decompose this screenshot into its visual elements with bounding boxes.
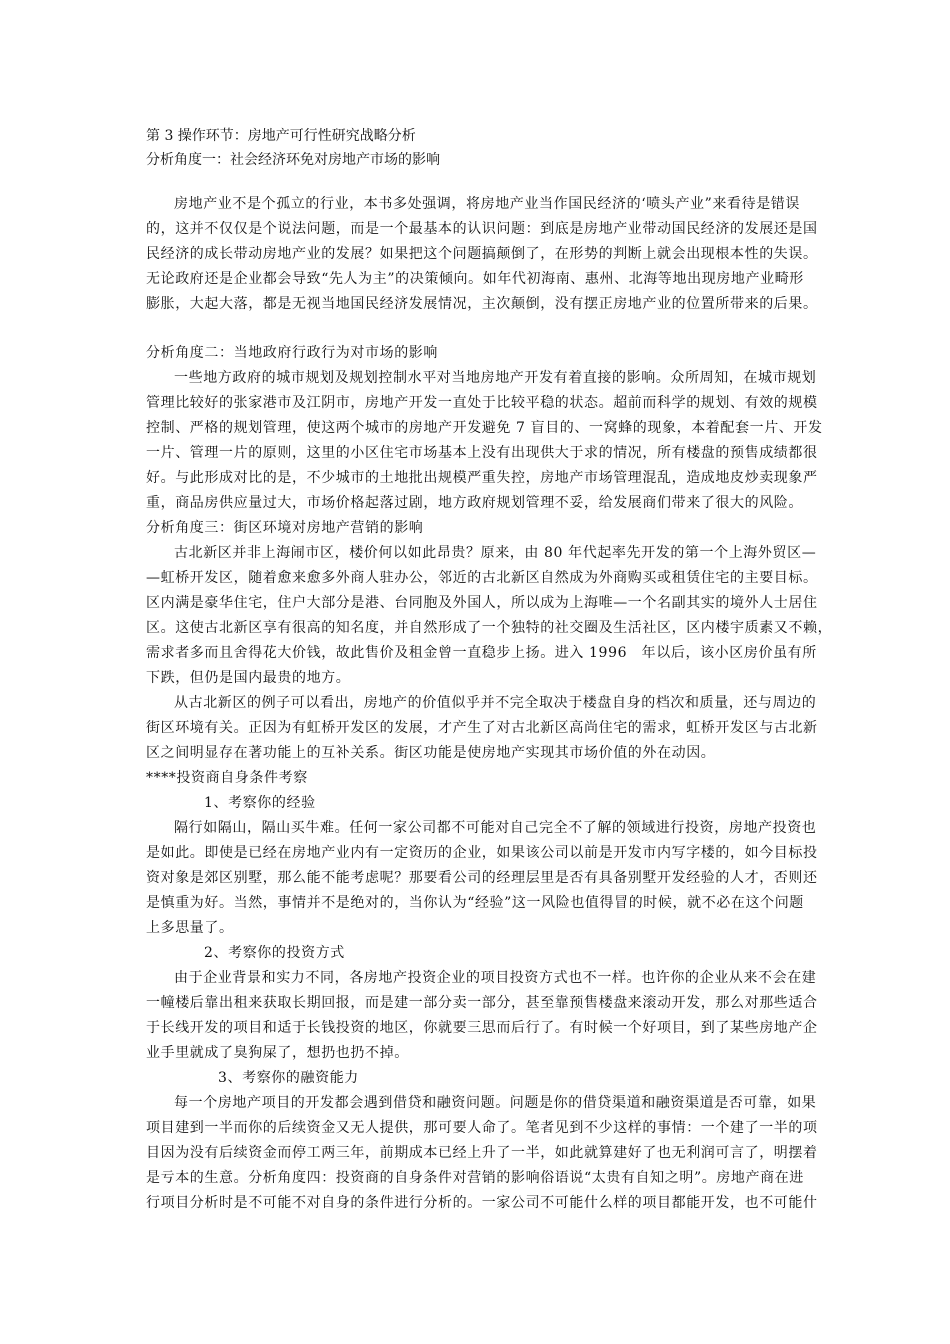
paragraph-line: 控制、严格的规划管理，使这两个城市的房地产开发避免 7 盲目的、一窝蜂的现象，本着配套一片、开发 bbox=[146, 420, 823, 436]
investor-item-title: 2、考察你的投资方式 bbox=[204, 945, 345, 961]
investor-section-title: ****投资商自身条件考察 bbox=[146, 770, 308, 786]
angle2-title: 分析角度二：当地政府行政行为对市场的影响 bbox=[146, 345, 438, 361]
paragraph-line: 每一个房地产项目的开发都会遇到借贷和融资问题。问题是你的借贷渠道和融资渠道是否可靠，如果 bbox=[174, 1095, 817, 1111]
paragraph-line: 无论政府还是企业都会导致“先人为主”的决策倾向。如年代初海南、惠州、北海等地出现房地产业畸形 bbox=[146, 271, 804, 287]
angle3-paragraph-1 bbox=[146, 541, 833, 691]
paragraph-line: 管理比较好的张家港市及江阴市，房地产开发一直处于比较平稳的状态。超前而科学的规划、有效的规模 bbox=[146, 395, 818, 411]
investor-item-2-paragraph bbox=[146, 966, 818, 1066]
angle1-title: 分析角度一：社会经济环免对房地产市场的影响 bbox=[146, 152, 440, 168]
investor-item-1-paragraph bbox=[146, 816, 818, 941]
paragraph-line: 的，这并不仅仅是个说法问题，而是一个最基本的认识问题：到底是房地产业带动国民经济的发展还是国 bbox=[146, 221, 818, 237]
paragraph-line: 上多思量了。 bbox=[146, 920, 234, 936]
paragraph-line: 下跌，但仍是国内最贵的地方。 bbox=[146, 670, 351, 686]
paragraph-line: 区内满是豪华住宅，住户大部分是港、台同胞及外国人，所以成为上海唯—一个名副其实的境外人士居住 bbox=[146, 595, 818, 611]
paragraph-line: 一片、管理一片的原则，这里的小区住宅市场基本上没有出现供大于求的情况，所有楼盘的预售成绩都很 bbox=[146, 445, 818, 461]
angle1-paragraph bbox=[146, 192, 818, 317]
paragraph-line: 从古北新区的例子可以看出，房地产的价值似乎并不完全取决于楼盘自身的档次和质量，还与周边的 bbox=[174, 695, 817, 711]
angle2-paragraph bbox=[146, 366, 823, 516]
paragraph-line: 业手里就成了臭狗屎了，想扔也扔不掉。 bbox=[146, 1045, 409, 1061]
paragraph-line: 区之间明显存在著功能上的互补关系。街区功能是使房地产实现其市场价值的外在动因。 bbox=[146, 745, 716, 761]
paragraph-line: 由于企业背景和实力不同，各房地产投资企业的项目投资方式也不一样。也许你的企业从来不会在建 bbox=[174, 970, 817, 986]
angle3-paragraph-2 bbox=[146, 691, 818, 766]
paragraph-line: 古北新区并非上海闹市区，楼价何以如此昂贵？原来，由 80 年代起率先开发的第一个上海外贸区— bbox=[174, 545, 817, 561]
paragraph-line: 是亏本的生意。分析角度四：投资商的自身条件对营销的影响俗语说“太贵有自知之明”。房地产商在进 bbox=[146, 1170, 804, 1186]
paragraph-line: 一幢楼后靠出租来获取长期回报，而是建一部分卖一部分，甚至靠预售楼盘来滚动开发，那么对那些适合 bbox=[146, 995, 818, 1011]
paragraph-line: 区。这使古北新区享有很高的知名度，并自然形成了一个独特的社交圈及生活社区，区内楼宇质素又不赖， bbox=[146, 620, 833, 636]
paragraph-line: 隔行如隔山，隔山买牛难。任何一家公司都不可能对自己完全不了解的领域进行投资，房地产投资也 bbox=[174, 820, 817, 836]
document-page bbox=[146, 126, 833, 1216]
paragraph-line: 重，商品房供应量过大，市场价格起落过剧，地方政府规划管理不妥，给发展商们带来了很大的风险。 bbox=[146, 495, 803, 511]
paragraph-line: 房地产业不是个孤立的行业，本书多处强调，将房地产业当作国民经济的‘喷头产业”来看待是错误 bbox=[174, 196, 801, 212]
angle3-title: 分析角度三：街区环境对房地产营销的影响 bbox=[146, 520, 424, 536]
investor-item-title: 3、考察你的融资能力 bbox=[218, 1070, 359, 1086]
paragraph-line: 民经济的成长带动房地产业的发展？如果把这个问题搞颠倒了，在形势的判断上就会出现根本性的失误。 bbox=[146, 246, 818, 262]
paragraph-line: 于长线开发的项目和适于长钱投资的地区，你就要三思而后行了。有时候一个好项目，到了某些房地产企 bbox=[146, 1020, 818, 1036]
section-heading: 第 3 操作环节：房地产可行性研究战略分析 bbox=[146, 128, 416, 144]
paragraph-line: 行项目分析时是不可能不对自身的条件进行分析的。一家公司不可能什么样的项目都能开发，也不可能什 bbox=[146, 1195, 818, 1211]
paragraph-line: 需求者多而且舍得花大价钱，故此售价及租金曾一直稳步上扬。进入 1996 年以后，该小区房价虽有所 bbox=[146, 645, 817, 661]
paragraph-line: 是慎重为好。当然，事情并不是绝对的，当你认为“经验”这一风险也值得冒的时候，就不必在这个问题 bbox=[146, 895, 804, 911]
paragraph-line: 街区环境有关。正因为有虹桥开发区的发展，才产生了对古北新区高尚住宅的需求，虹桥开发区与古北新 bbox=[146, 720, 818, 736]
paragraph-line: 膨胀，大起大落，都是无视当地国民经济发展情况，主次颠倒，没有摆正房地产业的位置所带来的后果。 bbox=[146, 296, 818, 312]
paragraph-line: 一些地方政府的城市规划及规划控制水平对当地房地产开发有着直接的影响。众所周知，在城市规划 bbox=[174, 370, 817, 386]
paragraph-line: —虹桥开发区，随着愈来愈多外商人驻办公，邻近的古北新区自然成为外商购买或租赁住宅的主要目标。 bbox=[146, 570, 818, 586]
paragraph-line: 资对象是郊区别墅，那么能不能考虑呢？那要看公司的经理层里是否有具备别墅开发经验的人才，否则还 bbox=[146, 870, 818, 886]
paragraph-line: 好。与此形成对比的是，不少城市的土地批出规模严重失控，房地产市场管理混乱，造成地皮炒卖现象严 bbox=[146, 470, 818, 486]
paragraph-line: 是如此。即使是已经在房地产业内有一定资历的企业，如果该公司以前是开发市内写字楼的，如今目标投 bbox=[146, 845, 818, 861]
paragraph-line: 目因为没有后续资金而停工两三年，前期成本已经上升了一半，如此就算建好了也无利润可言了，明摆着 bbox=[146, 1145, 818, 1161]
investor-item-3-paragraph bbox=[146, 1091, 818, 1216]
paragraph-line: 项目建到一半而你的后续资金又无人提供，那可要人命了。笔者见到不少这样的事情：一个建了一半的项 bbox=[146, 1120, 818, 1136]
investor-item-title: 1、考察你的经验 bbox=[204, 795, 316, 811]
